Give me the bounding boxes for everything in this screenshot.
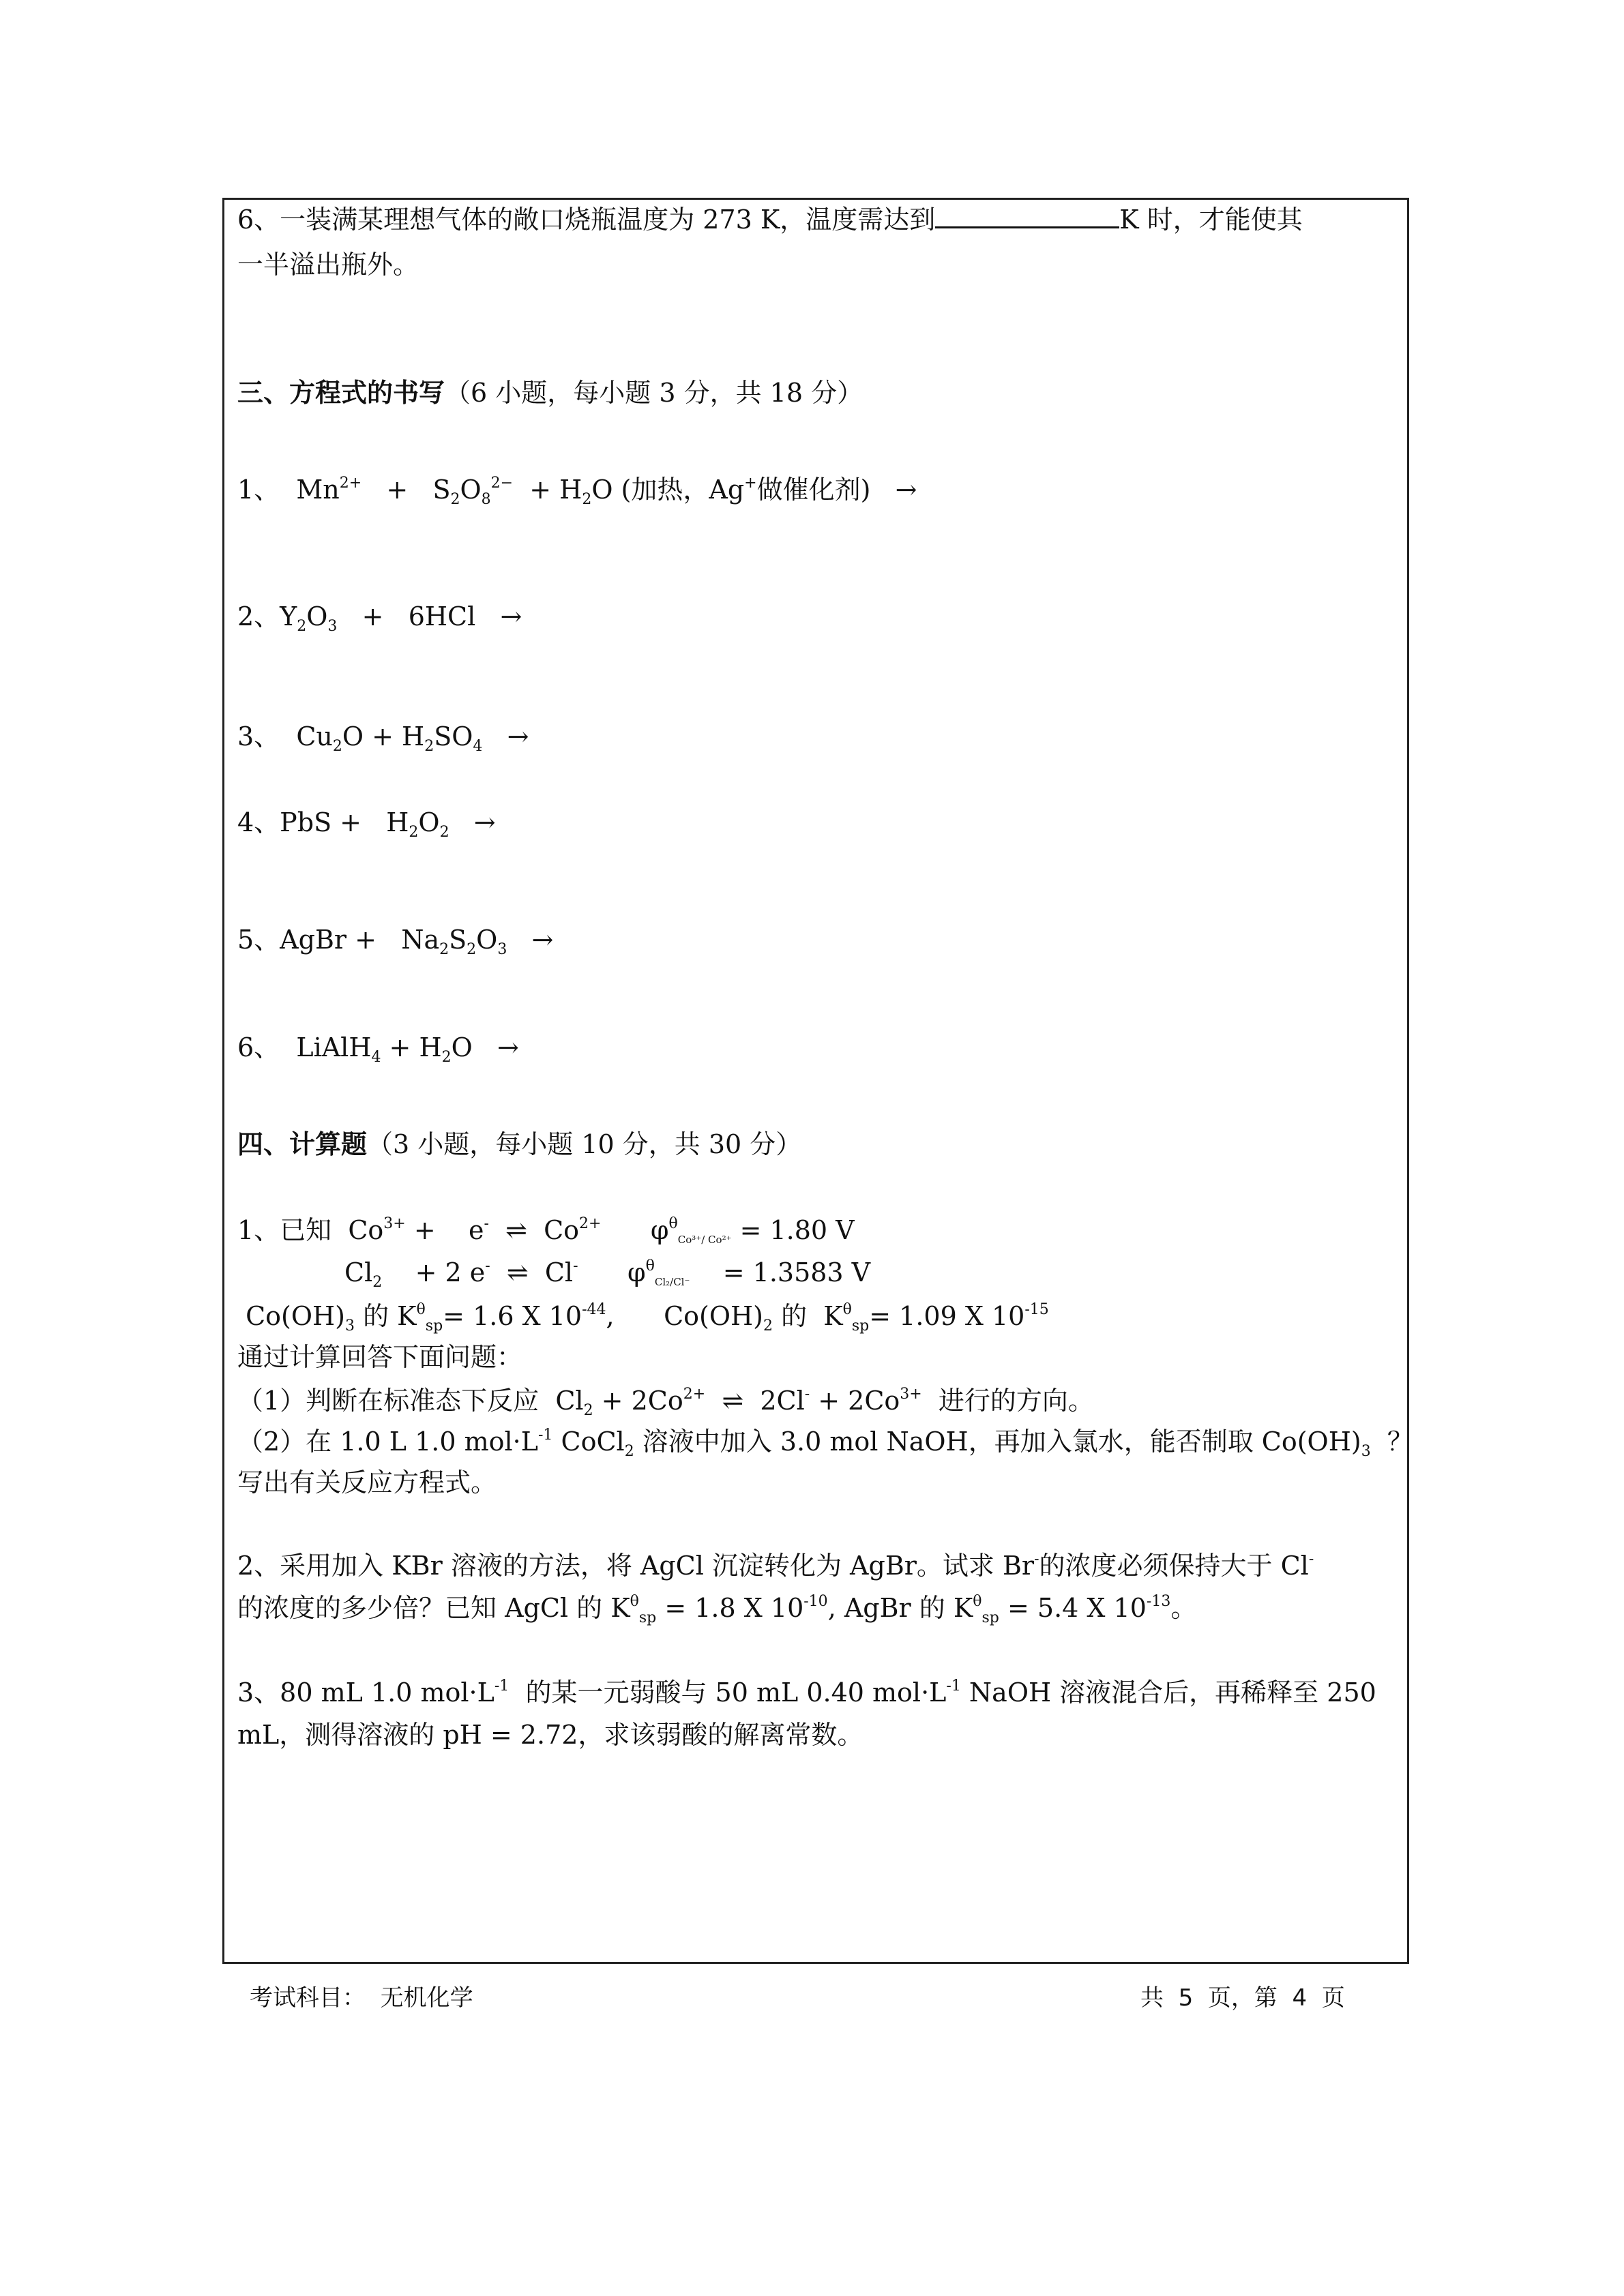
calc-q2-line2: 的浓度的多少倍？已知 AgCl 的 $K^\theta_{sp} = 1.8$ X $10^{-10}$, AgBr 的 $K^\theta_{sp} = 5.4$ X $10^{-13}$。 bbox=[237, 1593, 1197, 1626]
section4-title: 四、计算题 bbox=[237, 1129, 368, 1159]
section3-note: （6 小题，每小题 3 分，共 18 分） bbox=[445, 378, 863, 408]
eq-item-6: 6、 LiAlH$_4$ + $H_2O$ → bbox=[237, 1032, 519, 1066]
q6-line1 bbox=[237, 203, 1303, 236]
answer-blank bbox=[935, 224, 1119, 228]
calc-q1-ksp: $Co(OH)_3$ 的 $K^\theta_{sp}= 1.6$ X $10^{-44}$, $Co(OH)_2$ 的 $K^\theta_{sp}= 1.09$ X $10^{-15}$ bbox=[237, 1301, 1049, 1335]
calc-q1-ask: 通过计算回答下面问题： bbox=[237, 1342, 523, 1372]
calc-q1-part2-cont: 写出有关反应方程式。 bbox=[237, 1467, 497, 1497]
section4-note: （3 小题，每小题 10 分，共 30 分） bbox=[367, 1129, 802, 1159]
footer-page-count: 共 5 页，第 4 页 bbox=[1140, 1984, 1345, 2012]
calc-q3-line1: 3、80 mL 1.0 $mol\cdot L^{-1}$ 的某一元弱酸与 50 mL 0.40 $mol\cdot L^{-1}$ NaOH 溶液混合后，再稀释至 250 bbox=[237, 1678, 1376, 1708]
eq-item-4: 4、PbS + $H_2O_2$ → bbox=[237, 807, 496, 841]
q6-text-b: K 时，才能使其 bbox=[1119, 205, 1303, 235]
q6-line2: 一半溢出瓶外。 bbox=[237, 250, 419, 280]
calc-q1-known-b: $Cl_2$ + 2 e- ⇌ Cl- $\varphi^\theta Cl_2/Cl^-$ = 1.3583 V bbox=[237, 1257, 871, 1291]
section4-heading bbox=[237, 1128, 801, 1161]
calc-q1-part2: （2）在 1.0 L 1.0 $mol\cdot L^{-1}$ CoCl$_2$ 溶液中加入 3.0 mol NaOH，再加入氯水，能否制取 $Co(OH)_3$ ？ bbox=[237, 1427, 1413, 1460]
eq-item-2: 2、$Y_2O_3 + 6HCl$ → bbox=[237, 601, 522, 635]
calc-q1-known-a: 1、已知 $Co^{3+}$ + e- ⇌ $Co^{2+}$ $\varphi^\theta Co^{3+}/$ Co²⁺ = 1.80 V bbox=[237, 1215, 855, 1246]
calc-q2-line1: 2、采用加入 KBr 溶液的方法，将 AgCl 沉淀转化为 AgBr。试求 Br-的浓度必须保持大于 Cl- bbox=[237, 1551, 1314, 1581]
calc-q3-line2: mL，测得溶液的 pH = 2.72，求该弱酸的解离常数。 bbox=[237, 1720, 863, 1750]
footer-subject: 考试科目： 无机化学 bbox=[250, 1984, 473, 2012]
section3-heading bbox=[237, 376, 863, 409]
section3-title: 三、方程式的书写 bbox=[237, 377, 445, 408]
q6-text-a: 6、一装满某理想气体的敞口烧瓶温度为 273 K，温度需达到 bbox=[237, 205, 936, 235]
eq-item-5: 5、AgBr + $Na_2S_2O_3$ → bbox=[237, 925, 554, 958]
eq-item-1: 1、 $Mn^{2+} + S_2O_8^{2-} + H_2O$ (加热，Ag+做催化剂) → bbox=[237, 475, 917, 508]
eq-item-3: 3、 $Cu_2O + H_2SO_4$ → bbox=[237, 721, 529, 755]
calc-q1-part1: （1）判断在标准态下反应 $Cl_2 + 2Co^{2+}$ ⇌ $2Cl^- + 2Co^{3+}$ 进行的方向。 bbox=[237, 1386, 1094, 1419]
